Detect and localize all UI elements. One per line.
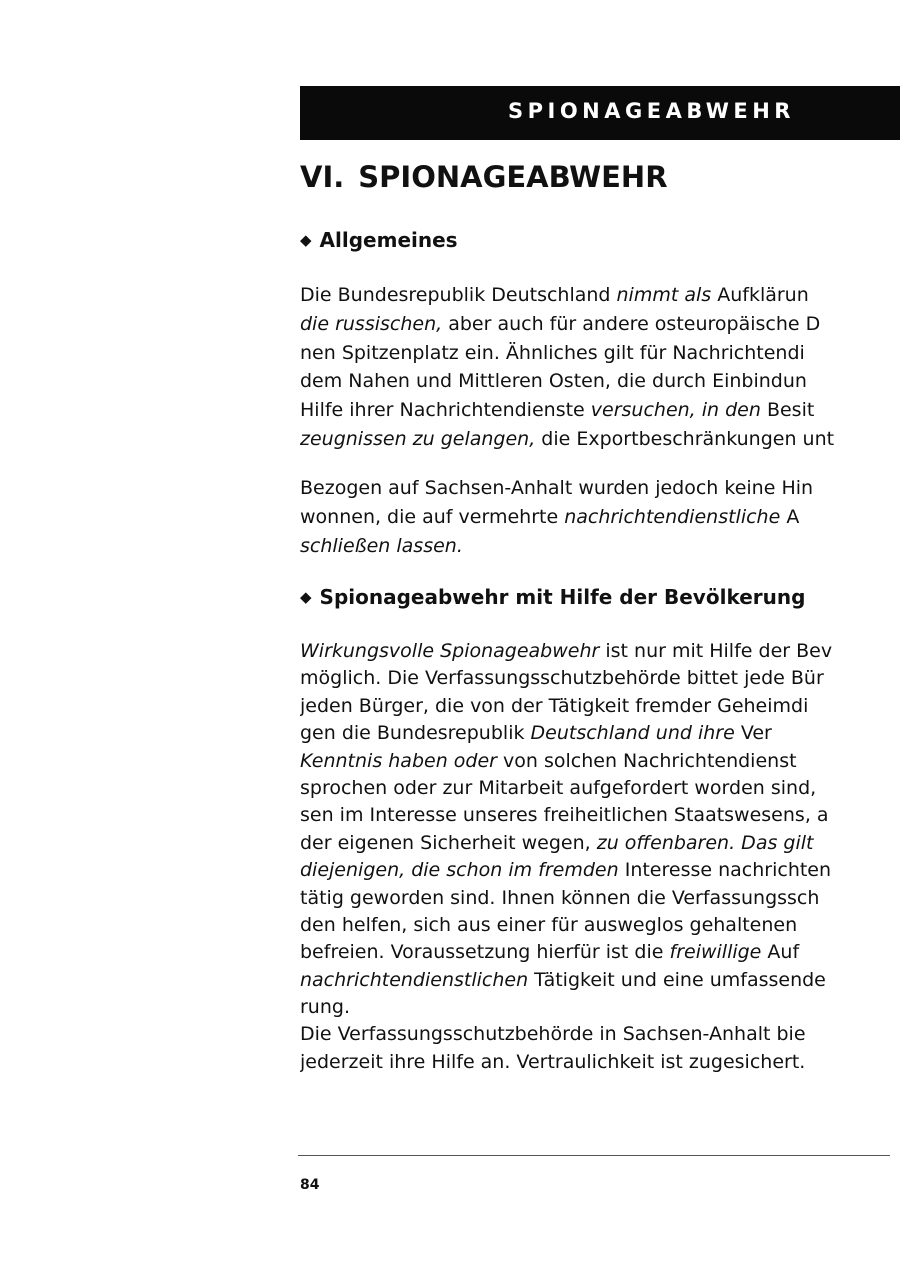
- text-run: Besit: [760, 399, 815, 422]
- text-run: dem Nahen und Mittleren Osten, die durch Einbindun: [300, 370, 807, 393]
- text-run: Ver: [734, 722, 772, 745]
- emphasis-text: freiwillige: [669, 941, 762, 964]
- text-line: [300, 310, 900, 339]
- text-line: [300, 474, 900, 503]
- emphasis-text: schließen lassen.: [300, 534, 463, 557]
- text-run: tätig geworden sind. Ihnen können die Verfassungssch: [300, 886, 820, 909]
- text-line: [300, 857, 900, 884]
- page-number: 84: [300, 1177, 320, 1193]
- text-line: [300, 748, 900, 775]
- text-line: [300, 396, 900, 425]
- emphasis-text: diejenigen, die schon im fremden: [300, 859, 619, 882]
- text-run: Hilfe ihrer Nachrichtendienste: [300, 399, 591, 422]
- paragraph: [300, 638, 900, 1076]
- emphasis-text: nachrichtendienstliche: [564, 505, 781, 528]
- text-line: [300, 425, 900, 454]
- text-run: rung.: [300, 996, 350, 1019]
- text-run: Tätigkeit und eine umfassende: [528, 968, 826, 991]
- text-run: der eigenen Sicherheit wegen,: [300, 831, 597, 854]
- chapter-title-text: SPIONAGEABWEHR: [358, 160, 668, 194]
- text-run: Bezogen auf Sachsen-Anhalt wurden jedoch keine Hin: [300, 477, 814, 499]
- text-run: aber auch für andere osteuropäische D: [442, 312, 821, 335]
- text-run: sprochen oder zur Mitarbeit aufgefordert worden sind,: [300, 776, 817, 799]
- text-line: [300, 693, 900, 720]
- text-line: [300, 665, 900, 692]
- emphasis-text: die russischen,: [300, 312, 443, 335]
- text-line: [300, 367, 900, 396]
- text-run: die Exportbeschränkungen unt: [535, 427, 835, 450]
- section-heading-text: Allgemeines: [319, 228, 458, 252]
- emphasis-text: zeugnissen zu gelangen,: [300, 427, 536, 450]
- text-line: [300, 339, 900, 368]
- text-line: [300, 802, 900, 829]
- text-line: [300, 994, 900, 1021]
- text-run: Aufklärun: [711, 284, 809, 306]
- text-run: ist nur mit Hilfe der Bev: [599, 640, 833, 662]
- text-run: wonnen, die auf vermehrte: [300, 505, 565, 528]
- text-line: [300, 503, 900, 532]
- text-line: [300, 532, 900, 561]
- text-line: [300, 638, 900, 665]
- emphasis-text: nimmt als: [616, 284, 712, 306]
- text-line: [300, 967, 900, 994]
- text-run: Die Bundesrepublik Deutschland: [300, 284, 617, 306]
- text-run: Interesse nachrichten: [618, 859, 832, 882]
- footer-rule: [298, 1155, 890, 1156]
- text-line: [300, 939, 900, 966]
- emphasis-text: Deutschland und ihre: [530, 722, 735, 745]
- text-run: befreien. Voraussetzung hierfür ist die: [300, 941, 670, 964]
- section-heading-allgemeines: [300, 228, 458, 252]
- emphasis-text: Wirkungsvolle Spionageabwehr: [300, 640, 600, 662]
- paragraph: [300, 474, 900, 560]
- emphasis-text: zu offenbaren. Das gilt: [596, 831, 814, 854]
- text-run: Auf: [761, 941, 800, 964]
- text-run: von solchen Nachrichtendienst: [496, 749, 797, 772]
- section-heading-bevoelkerung: [300, 585, 805, 609]
- text-run: möglich. Die Verfassungsschutzbehörde bittet jede Bür: [300, 667, 824, 690]
- text-line: [300, 775, 900, 802]
- running-header: [300, 86, 900, 140]
- text-line: [300, 1049, 900, 1076]
- text-run: den helfen, sich aus einer für ausweglos gehaltenen: [300, 913, 798, 936]
- text-run: nen Spitzenplatz ein. Ähnliches gilt für Nachrichtendi: [300, 341, 805, 364]
- emphasis-text: nachrichtendienstlichen: [300, 968, 529, 991]
- text-run: jederzeit ihre Hilfe an. Vertraulichkeit ist zugesichert.: [300, 1050, 806, 1073]
- text-line: [300, 912, 900, 939]
- text-line: [300, 720, 900, 747]
- text-line: [300, 281, 900, 310]
- text-run: jeden Bürger, die von der Tätigkeit fremder Geheimdi: [300, 694, 809, 717]
- text-run: gen die Bundesrepublik: [300, 722, 531, 745]
- chapter-title: [300, 160, 668, 194]
- diamond-bullet-icon: ◆: [300, 231, 312, 249]
- emphasis-text: Kenntnis haben oder: [300, 749, 497, 772]
- text-run: sen im Interesse unseres freiheitlichen Staatswesens, a: [300, 804, 829, 827]
- paragraph: [300, 281, 900, 454]
- running-header-title: SPIONAGEABWEHR: [508, 99, 795, 123]
- diamond-bullet-icon: ◆: [300, 588, 312, 606]
- emphasis-text: versuchen, in den: [590, 399, 761, 422]
- chapter-number: VI.: [300, 160, 345, 194]
- text-run: Die Verfassungsschutzbehörde in Sachsen-Anhalt bie: [300, 1023, 806, 1046]
- text-line: [300, 830, 900, 857]
- section-heading-text: Spionageabwehr mit Hilfe der Bevölkerung: [319, 585, 806, 609]
- text-line: [300, 1021, 900, 1048]
- text-line: [300, 885, 900, 912]
- text-run: A: [780, 505, 800, 528]
